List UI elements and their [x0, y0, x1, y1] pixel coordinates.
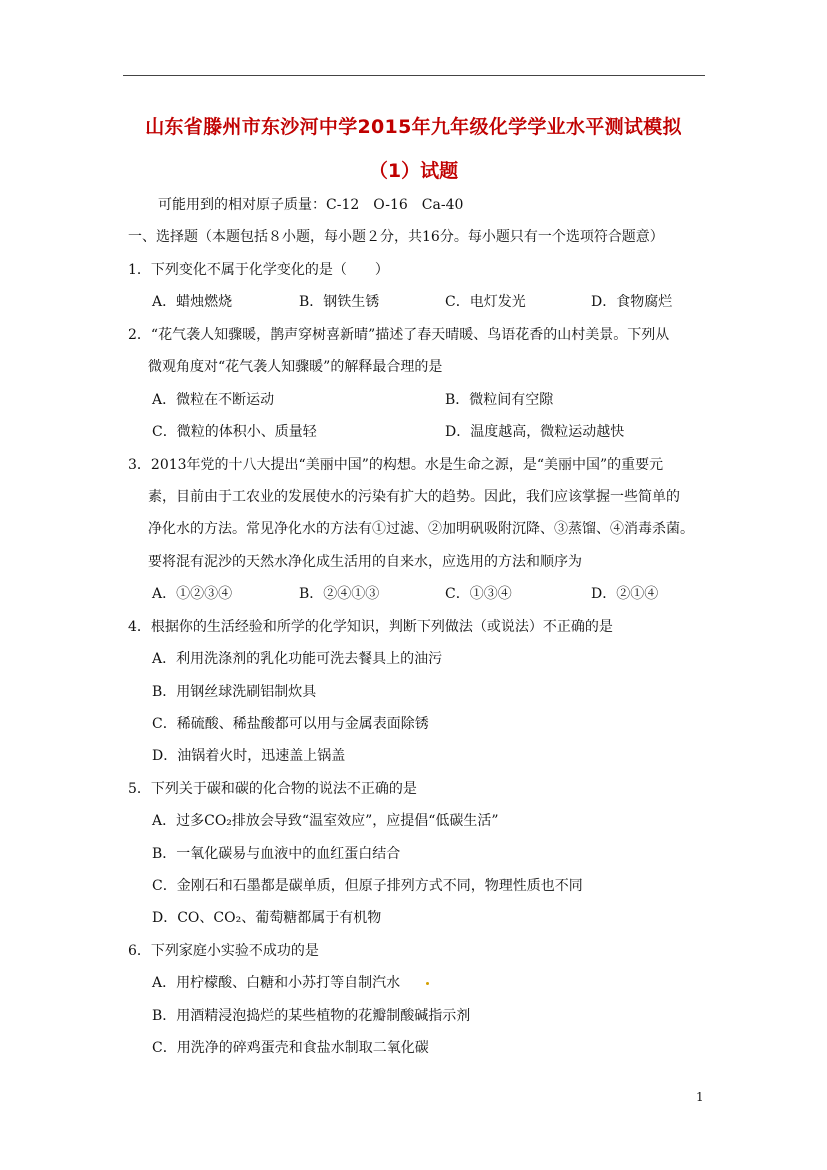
- q4-option-a: A．利用洗涤剂的乳化功能可洗去餐具上的油污: [152, 651, 443, 667]
- page-title-line2: （1）试题: [368, 160, 459, 182]
- q1-option-b: B．钢铁生锈: [299, 294, 380, 310]
- q3-stem-line4: 要将混有泥沙的天然水净化成生活用的自来水，应选用的方法和顺序为: [148, 554, 582, 570]
- q2-option-a: A．微粒在不断运动: [152, 392, 275, 408]
- q4-option-b: B．用钢丝球洗刷铝制炊具: [152, 684, 317, 700]
- q5-option-c: C．金刚石和石墨都是碳单质，但原子排列方式不同，物理性质也不同: [152, 878, 583, 894]
- q6-stem: 6．下列家庭小实验不成功的是: [128, 943, 319, 959]
- q3-option-a: A．①②③④: [152, 586, 233, 602]
- q1-stem: 1．下列变化不属于化学变化的是（ ）: [128, 262, 389, 278]
- header-rule: [123, 75, 705, 76]
- page-number: 1: [696, 1090, 704, 1104]
- q6-option-b: B．用酒精浸泡捣烂的某些植物的花瓣制酸碱指示剂: [152, 1008, 471, 1024]
- q3-stem-line2: 素，目前由于工农业的发展使水的污染有扩大的趋势。因此，我们应该掌握一些简单的: [148, 489, 680, 505]
- q2-option-d: D．温度越高，微粒运动越快: [445, 424, 625, 440]
- q1-option-d: D．食物腐烂: [591, 294, 673, 310]
- q1-option-a: A．蜡烛燃烧: [152, 294, 233, 310]
- q2-option-b: B．微粒间有空隙: [445, 392, 554, 408]
- q4-option-d: D．油锅着火时，迅速盖上锅盖: [152, 748, 346, 764]
- q3-option-d: D．②①④: [591, 586, 659, 602]
- stray-mark: [426, 982, 429, 985]
- q2-option-c: C．微粒的体积小、质量轻: [152, 424, 317, 440]
- q2-stem-line1: 2．“花气袭人知骤暖，鹊声穿树喜新晴”描述了春天晴暖、鸟语花香的山村美景。下列从: [128, 327, 670, 343]
- q3-option-b: B．②④①③: [299, 586, 380, 602]
- page-title-line1: 山东省滕州市东沙河中学2015年九年级化学学业水平测试模拟: [145, 116, 682, 138]
- q4-option-c: C．稀硫酸、稀盐酸都可以用与金属表面除锈: [152, 716, 429, 732]
- q5-option-d: D．CO、CO₂、葡萄糖都属于有机物: [152, 910, 382, 926]
- q2-stem-line2: 微观角度对“花气袭人知骤暖”的解释最合理的是: [148, 359, 443, 375]
- q6-option-c: C．用洗净的碎鸡蛋壳和食盐水制取二氧化碳: [152, 1040, 429, 1056]
- q5-stem: 5．下列关于碳和碳的化合物的说法不正确的是: [128, 781, 417, 797]
- atomic-mass-note: 可能用到的相对原子质量：C-12 O-16 Ca-40: [158, 197, 464, 213]
- q5-option-a: A．过多CO₂排放会导致“温室效应”，应提倡“低碳生活”: [152, 813, 499, 829]
- q1-option-c: C．电灯发光: [445, 294, 526, 310]
- q3-stem-line3: 净化水的方法。常见净化水的方法有①过滤、②加明矾吸附沉降、③蒸馏、④消毒杀菌。: [148, 521, 694, 537]
- q5-option-b: B．一氧化碳易与血液中的血红蛋白结合: [152, 846, 401, 862]
- q3-stem-line1: 3．2013年党的十八大提出“美丽中国”的构想。水是生命之源，是“美丽中国”的重要元: [128, 457, 664, 473]
- q4-stem: 4．根据你的生活经验和所学的化学知识，判断下列做法（或说法）不正确的是: [128, 619, 613, 635]
- q6-option-a: A．用柠檬酸、白糖和小苏打等自制汽水: [152, 975, 401, 991]
- section-heading: 一、选择题（本题包括８小题，每小题２分，共16分。每小题只有一个选项符合题意）: [128, 229, 664, 245]
- q3-option-c: C．①③④: [445, 586, 512, 602]
